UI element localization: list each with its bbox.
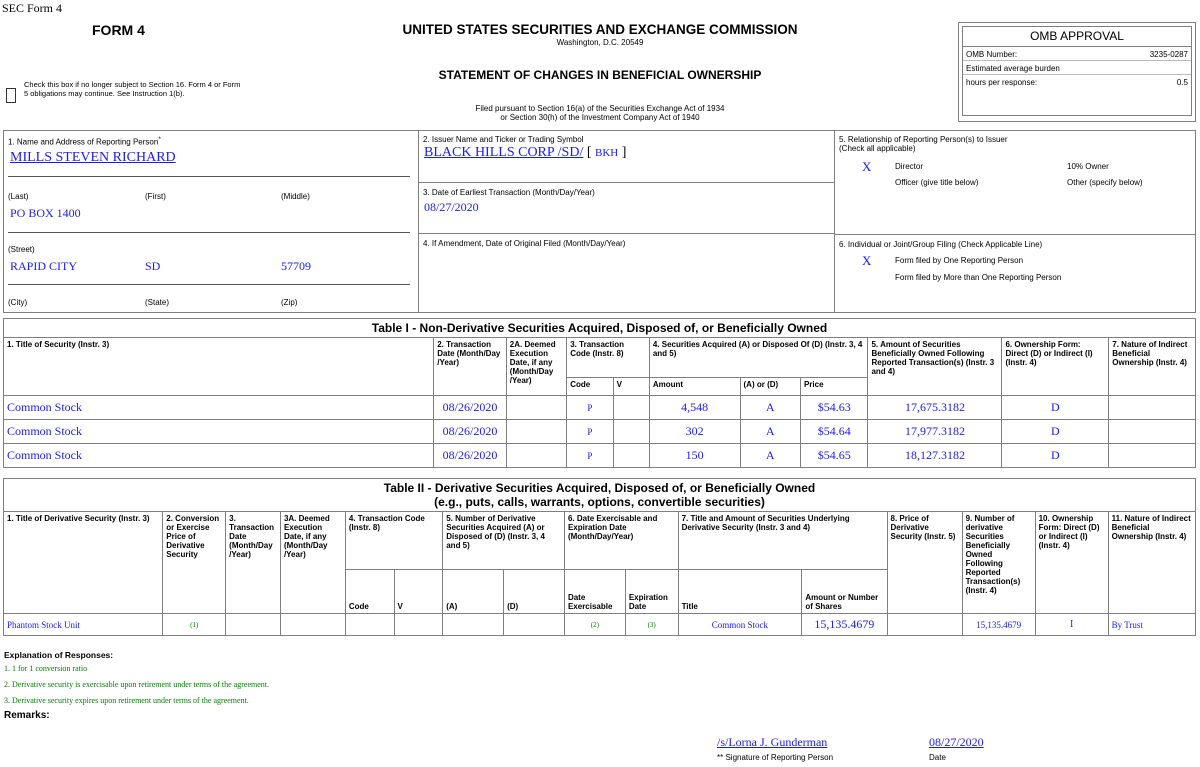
officer-label: Officer (give title below) [895, 178, 979, 187]
table2-h5: 5. Number of Derivative Securities Acquired (A) or Disposed of (D) (Instr. 3, 4 and 5) [443, 512, 565, 570]
omb-hours-label: hours per response: [966, 78, 1038, 87]
transaction-code: P [567, 444, 613, 468]
zip-value: 57709 [281, 259, 311, 273]
derivative-nature: By Trust [1108, 614, 1195, 636]
transaction-date: 08/26/2020 [434, 420, 507, 444]
omb-burden-label: Estimated average burden [963, 61, 1191, 75]
city-label: (City) [8, 298, 28, 307]
derivative-ownership-form: I [1035, 614, 1108, 636]
table2-sub-exercisable: Date Exercisable [564, 570, 625, 614]
other-label: Other (specify below) [1067, 178, 1143, 187]
middle-label: (Middle) [281, 192, 310, 201]
transaction-date: 08/26/2020 [434, 444, 507, 468]
ownership-form: D [1002, 396, 1109, 420]
transaction-code: P [567, 396, 613, 420]
filing-more-label: Form filed by More than One Reporting Person [895, 273, 1062, 282]
city-value: RAPID CITY [10, 259, 78, 273]
director-label: Director [895, 162, 924, 171]
amendment-label: 4. If Amendment, Date of Original Filed (Month/Day/Year) [423, 239, 626, 248]
omb-hours-value: 0.5 [1176, 78, 1188, 87]
ownership-form: D [1002, 444, 1109, 468]
ten-pct-owner-label: 10% Owner [1067, 162, 1109, 171]
table2-sub-v: V [394, 570, 443, 614]
filing-mark[interactable]: X [862, 253, 872, 268]
earliest-date-value: 08/27/2020 [424, 200, 479, 214]
agency-location: Washington, D.C. 20549 [556, 38, 644, 47]
derivative-title: Phantom Stock Unit [4, 614, 163, 636]
filing-one-label: Form filed by One Reporting Person [895, 256, 1024, 265]
relationship-sublabel: (Check all applicable) [839, 144, 916, 153]
table1-h4: 4. Securities Acquired (A) or Disposed Of (D) (Instr. 3, 4 and 5) [649, 338, 868, 378]
table2-sub-expiration: Expiration Date [625, 570, 678, 614]
agency-title: UNITED STATES SECURITIES AND EXCHANGE COMMISSION [402, 22, 798, 37]
a-or-d: A [740, 420, 800, 444]
table2-h3: 3. Transaction Date (Month/Day /Year) [226, 512, 281, 614]
reporting-person-name[interactable]: MILLS STEVEN RICHARD [10, 150, 176, 165]
amount: 4,548 [649, 396, 740, 420]
amount: 302 [649, 420, 740, 444]
table1-sub-v: V [613, 378, 649, 396]
issuer-line: BLACK HILLS CORP /SD/ [ BKH ] [424, 145, 627, 160]
filed-line-2: or Section 30(h) of the Investment Company Act of 1940 [500, 113, 700, 122]
amount: 150 [649, 444, 740, 468]
underlying-amount: 15,135.4679 [802, 614, 887, 636]
issuer-ticker[interactable]: BKH [595, 147, 619, 159]
first-label: (First) [145, 192, 166, 201]
security-title: Common Stock [4, 420, 434, 444]
reporting-person-label: 1. Name and Address of Reporting Person* [8, 136, 161, 147]
filed-line-1: Filed pursuant to Section 16(a) of the Securities Exchange Act of 1934 [475, 104, 725, 113]
statement-title: STATEMENT OF CHANGES IN BENEFICIAL OWNERSHIP [438, 68, 762, 82]
price: $54.65 [800, 444, 868, 468]
section16-checkbox[interactable] [6, 88, 16, 103]
date-exercisable-footnote[interactable]: (2) [564, 614, 625, 636]
table1-h1: 1. Title of Security (Instr. 3) [4, 338, 434, 396]
table-row [4, 444, 1196, 468]
table2-sub-code: Code [345, 570, 394, 614]
table1-h5: 5. Amount of Securities Beneficially Owned Following Reported Transaction(s) (Instr. 3 and 4) [868, 338, 1002, 396]
signature-label: ** Signature of Reporting Person [717, 753, 834, 762]
a-or-d: A [740, 444, 800, 468]
last-label: (Last) [8, 192, 29, 201]
state-label: (State) [145, 298, 170, 307]
security-title: Common Stock [4, 444, 434, 468]
security-title: Common Stock [4, 396, 434, 420]
table2-h10: 10. Ownership Form: Direct (D) or Indirect (I) (Instr. 4) [1035, 512, 1108, 614]
table2-h3a: 3A. Deemed Execution Date, if any (Month/Day /Year) [280, 512, 345, 614]
issuer-name[interactable]: BLACK HILLS CORP /SD/ [424, 145, 584, 160]
table1-h2: 2. Transaction Date (Month/Day /Year) [434, 338, 507, 396]
table2-h9: 9. Number of derivative Securities Beneficially Owned Following Reported Transaction(s) (Instr. 4) [962, 512, 1035, 614]
derivative-owned: 15,135.4679 [962, 614, 1035, 636]
zip-label: (Zip) [281, 298, 298, 307]
remarks-label: Remarks: [4, 710, 50, 721]
table1-h6: 6. Ownership Form: Direct (D) or Indirect (I) (Instr. 4) [1002, 338, 1109, 396]
table2-sub-title: Title [678, 570, 802, 614]
omb-number-value: 3235-0287 [1149, 50, 1188, 59]
signature-date-label: Date [929, 753, 946, 762]
omb-approval-box [958, 22, 1196, 122]
issuer-label: 2. Issuer Name and Ticker or Trading Symbol [423, 135, 584, 144]
table1-h3: 3. Transaction Code (Instr. 8) [567, 338, 650, 378]
table2-sub-amount: Amount or Number of Shares [802, 570, 887, 614]
a-or-d: A [740, 396, 800, 420]
footnote-2: 2. Derivative security is exercisable upon retirement under terms of the agreement. [4, 680, 270, 689]
owned-amount: 17,977.3182 [868, 420, 1002, 444]
relationship-label: 5. Relationship of Reporting Person(s) to Issuer [839, 135, 1008, 144]
section16-text: Check this box if no longer subject to Section 16. Form 4 or Form 5 obligations may continue. See Instruction 1(b). [24, 80, 241, 98]
underlying-title: Common Stock [678, 614, 802, 636]
expiration-date-footnote[interactable]: (3) [625, 614, 678, 636]
table1-sub-price: Price [800, 378, 868, 396]
table-row [4, 614, 1196, 636]
table1-h2a: 2A. Deemed Execution Date, if any (Month/Day /Year) [506, 338, 566, 396]
explanation-label: Explanation of Responses: [4, 650, 114, 660]
omb-number-label: OMB Number: [966, 50, 1018, 59]
footnote-3: 3. Derivative security expires upon retirement under terms of the agreement. [4, 696, 249, 705]
price: $54.64 [800, 420, 868, 444]
filing-label: 6. Individual or Joint/Group Filing (Check Applicable Line) [839, 240, 1043, 249]
table1-caption: Table I - Non-Derivative Securities Acquired, Disposed of, or Beneficially Owned [4, 319, 1196, 338]
ownership-form: D [1002, 420, 1109, 444]
conversion-price-footnote[interactable]: (1) [163, 614, 226, 636]
signature-name[interactable]: /s/Lorna J. Gunderman [717, 735, 828, 749]
omb-title: OMB APPROVAL [963, 27, 1191, 47]
table2-h6: 6. Date Exercisable and Expiration Date (Month/Day/Year) [564, 512, 678, 570]
sec-form-label: SEC Form 4 [2, 1, 63, 15]
director-mark[interactable]: X [862, 159, 872, 174]
table-non-derivative [3, 318, 1196, 468]
price: $54.63 [800, 396, 868, 420]
form-label: FORM 4 [92, 22, 145, 38]
transaction-date: 08/26/2020 [434, 396, 507, 420]
table2-h2: 2. Conversion or Exercise Price of Derivative Security [163, 512, 226, 614]
table1-sub-code: Code [567, 378, 613, 396]
earliest-date-label: 3. Date of Earliest Transaction (Month/Day/Year) [423, 188, 595, 197]
table2-h7: 7. Title and Amount of Securities Underlying Derivative Security (Instr. 3 and 4) [678, 512, 887, 570]
table1-sub-aord: (A) or (D) [740, 378, 800, 396]
table2-sub-a: (A) [443, 570, 504, 614]
signature-date[interactable]: 08/27/2020 [929, 735, 984, 749]
street-label: (Street) [8, 245, 35, 254]
table-derivative [3, 478, 1196, 636]
state-value: SD [145, 259, 161, 273]
transaction-code: P [567, 420, 613, 444]
table-row [4, 396, 1196, 420]
table2-h8: 8. Price of Derivative Security (Instr. 5) [887, 512, 962, 614]
table1-sub-amount: Amount [649, 378, 740, 396]
table2-h1: 1. Title of Derivative Security (Instr. 3) [4, 512, 163, 614]
table2-h11: 11. Nature of Indirect Beneficial Ownership (Instr. 4) [1108, 512, 1195, 614]
table2-h4: 4. Transaction Code (Instr. 8) [345, 512, 442, 570]
owned-amount: 17,675.3182 [868, 396, 1002, 420]
footnote-1: 1. 1 for 1 conversion ratio [4, 664, 88, 673]
owned-amount: 18,127.3182 [868, 444, 1002, 468]
address-line: PO BOX 1400 [10, 206, 81, 220]
table1-h7: 7. Nature of Indirect Beneficial Ownership (Instr. 4) [1109, 338, 1196, 396]
table2-sub-d: (D) [504, 570, 565, 614]
table2-caption: Table II - Derivative Securities Acquired, Disposed of, or Beneficially Owned (e.g., puts, calls, warrants, options, convertible securities) [4, 479, 1196, 512]
table-row [4, 420, 1196, 444]
